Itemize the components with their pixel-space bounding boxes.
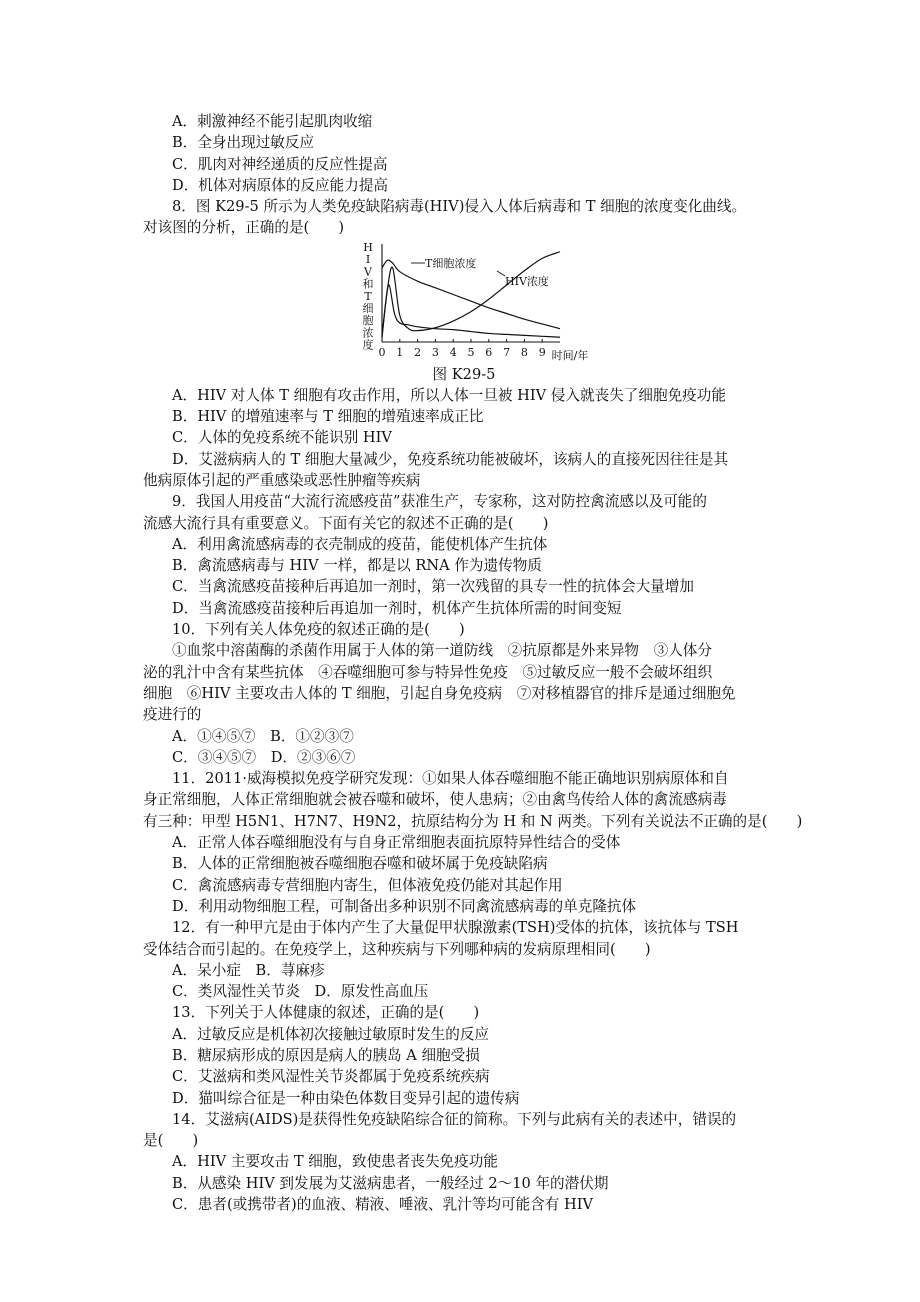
series-line-0 — [382, 260, 560, 329]
x-tick-label: 1 — [396, 345, 404, 359]
hiv-t-cell-chart — [355, 239, 595, 364]
x-tick-label: 7 — [503, 345, 511, 359]
q10-stem-line-5: 疫进行的 — [143, 706, 202, 724]
q14-stem-line-2: 是( ) — [143, 1132, 199, 1150]
question-10 — [143, 619, 785, 768]
q8-option-b: B．HIV 的增殖速率与 T 细胞的增殖速率成正比 — [172, 408, 484, 426]
q12-options-ab: A．呆小症 B．荨麻疹 — [172, 961, 325, 979]
q13-option-a: A．过敏反应是机体初次接触过敏原时发生的反应 — [172, 1025, 490, 1043]
y-axis-label: H I V 和 T 细胞浓度 — [362, 240, 374, 352]
figure-k29-5 — [143, 239, 785, 364]
q11-option-a: A．正常人体吞噬细胞没有与自身正常细胞表面抗原特异性结合的受体 — [172, 834, 621, 852]
q8-option-a: A．HIV 对人体 T 细胞有攻击作用，所以人体一旦被 HIV 侵入就丧失了细胞免疫功能 — [172, 386, 726, 404]
q14-option-a: A．HIV 主要攻击 T 细胞，致使患者丧失免疫功能 — [172, 1153, 498, 1171]
q7-option-b: B．全身出现过敏反应 — [172, 134, 315, 152]
question-12 — [143, 917, 785, 1002]
q7-option-a: A．刺激神经不能引起肌肉收缩 — [172, 113, 373, 130]
page-content — [143, 111, 803, 1215]
x-tick-label: 2 — [414, 345, 422, 359]
question-8 — [143, 196, 785, 491]
q10-stem-line-2: ①血浆中溶菌酶的杀菌作用属于人体的第一道防线 ②抗原都是外来异物 ③人体分 — [172, 642, 712, 660]
q9-option-b: B．禽流感病毒与 HIV 一样，都是以 RNA 作为遗传物质 — [172, 557, 542, 575]
q12-stem-line-1: 12．有一种甲亢是由于体内产生了大量促甲状腺激素(TSH)受体的抗体，该抗体与 TSH — [172, 919, 739, 937]
x-tick-label: 8 — [520, 345, 528, 359]
q9-option-c: C．当禽流感疫苗接种后再追加一剂时，第一次残留的具专一性的抗体会大量增加 — [172, 578, 694, 596]
t-cell-label: T细胞浓度 — [425, 256, 477, 270]
y-axis-title — [363, 241, 374, 352]
q13-option-d: D．猫叫综合征是一种由染色体数目变异引起的遗传病 — [172, 1089, 520, 1107]
q11-stem-line-3: 有三种：甲型 H5N1、H7N7、H9N2，抗原结构分为 H 和 N 两类。下列有关说法不正确的是( ) — [143, 812, 803, 830]
q10-stem-line-4: 细胞 ⑥HIV 主要攻击人体的 T 细胞，引起自身免疫病 ⑦对移植器官的排斥是通过细胞免 — [143, 684, 736, 702]
question-11 — [143, 768, 803, 917]
x-tick-label: 5 — [467, 345, 475, 359]
q9-option-d: D．当禽流感疫苗接种后再追加一剂时，机体产生抗体所需的时间变短 — [172, 599, 622, 617]
q14-option-b: B．从感染 HIV 到发展为艾滋病患者，一般经过 2～10 年的潜伏期 — [172, 1174, 609, 1192]
q8-stem-line-2: 对该图的分析，正确的是( ) — [143, 219, 345, 237]
q11-option-d: D．利用动物细胞工程，可制备出多种识别不同禽流感病毒的单克隆抗体 — [172, 897, 637, 915]
q13-option-c: C．艾滋病和类风湿性关节炎都属于免疫系统疾病 — [172, 1068, 490, 1086]
q11-stem-line-2: 身正常细胞，人体正常细胞就会被吞噬和破坏，使人患病；②由禽鸟传给人体的禽流感病毒 — [143, 791, 727, 809]
hiv-label: HIV浓度 — [505, 274, 549, 288]
q9-stem-line-1: 9．我国人用疫苗“大流行流感疫苗”获准生产，专家称，这对防控禽流感以及可能的 — [172, 493, 707, 511]
q8-option-d-cont: 他病原体引起的严重感染或恶性肿瘤等疾病 — [143, 471, 421, 489]
q8-stem-line-1: 8．图 K29-5 所示为人类免疫缺陷病毒(HIV)侵入人体后病毒和 T 细胞的浓度变化曲线。 — [172, 198, 747, 216]
q12-options-cd: C．类风湿性关节炎 D．原发性高血压 — [172, 983, 429, 1001]
q10-options-ab: A．①④⑤⑦ B．①②③⑦ — [172, 727, 354, 745]
q13-option-b: B．糖尿病形成的原因是病人的胰岛 A 细胞受损 — [172, 1046, 480, 1064]
figure-caption: 图 K29-5 — [432, 365, 496, 383]
q12-stem-line-2: 受体结合而引起的。在免疫学上，这种疾病与下列哪种病的发病原理相同( ) — [143, 940, 651, 958]
x-tick-label: 0 — [378, 345, 386, 359]
q14-option-c: C．患者(或携带者)的血液、精液、唾液、乳汁等均可能含有 HIV — [172, 1196, 594, 1214]
x-tick-label: 4 — [449, 345, 457, 359]
q9-stem-line-2: 流感大流行具有重要意义。下面有关它的叙述不正确的是( ) — [143, 514, 549, 532]
question-7-options — [143, 111, 785, 196]
question-9 — [143, 491, 785, 619]
q7-option-c: C．肌肉对神经递质的反应性提高 — [172, 155, 388, 173]
question-14 — [143, 1109, 785, 1215]
x-tick-label: 6 — [485, 345, 493, 359]
q10-stem-line-3: 泌的乳汁中含有某些抗体 ④吞噬细胞可参与特异性免疫 ⑤过敏反应一般不会破坏组织 — [143, 663, 713, 681]
q11-option-c: C．禽流感病毒专营细胞内寄生，但体液免疫仍能对其起作用 — [172, 876, 563, 894]
q10-options-cd: C．③④⑤⑦ D．②③⑥⑦ — [172, 748, 356, 766]
series-label-hiv — [497, 271, 549, 288]
x-tick-label: 3 — [431, 345, 439, 359]
q11-stem-line-1: 11．2011·威海模拟免疫学研究发现：①如果人体吞噬细胞不能正确地识别病原体和自 — [172, 770, 729, 788]
q7-option-d: D．机体对病原体的反应能力提高 — [172, 176, 389, 194]
q8-option-c: C．人体的免疫系统不能识别 HIV — [172, 429, 392, 447]
q9-option-a: A．利用禽流感病毒的衣壳制成的疫苗，能使机体产生抗体 — [172, 535, 548, 553]
question-13 — [143, 1002, 785, 1108]
q13-stem-line-1: 13．下列关于人体健康的叙述，正确的是( ) — [172, 1004, 480, 1022]
q10-stem-line-1: 10．下列有关人体免疫的叙述正确的是( ) — [172, 621, 465, 639]
q14-stem-line-1: 14．艾滋病(AIDS)是获得性免疫缺陷综合征的简称。下列与此病有关的表述中，错误的 — [172, 1110, 737, 1128]
x-axis-title: 时间/年 — [551, 348, 589, 362]
series-label-t-cell — [411, 256, 476, 270]
q11-option-b: B．人体的正常细胞被吞噬细胞吞噬和破坏属于免疫缺陷病 — [172, 855, 548, 873]
q8-option-d: D．艾滋病病人的 T 细胞大量减少，免疫系统功能被破坏，该病人的直接死因往往是其 — [172, 450, 729, 468]
x-tick-label: 9 — [538, 345, 546, 359]
